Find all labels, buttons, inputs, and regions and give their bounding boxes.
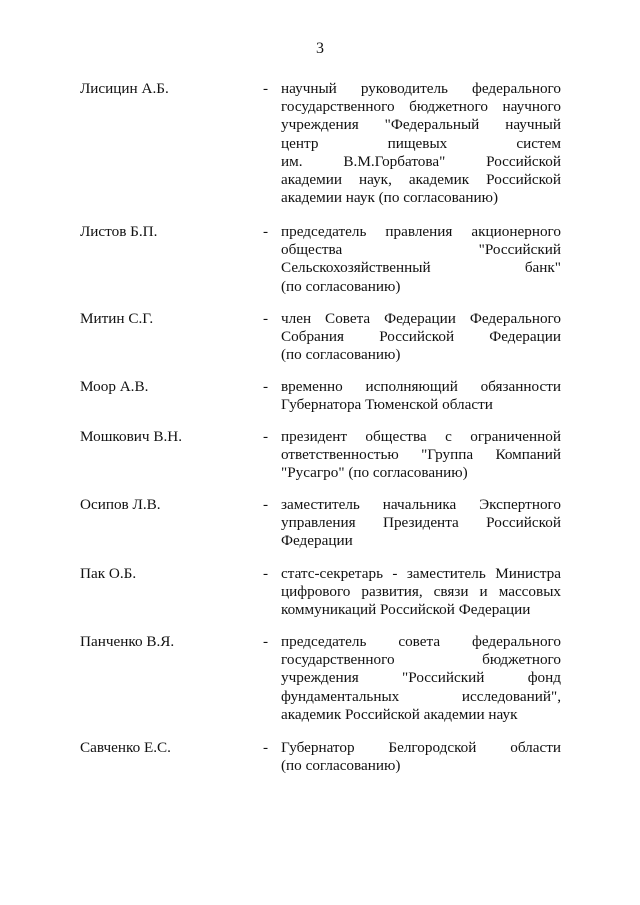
position-line: заместитель начальника Экспертного — [281, 496, 561, 513]
position-line: им. В.М.Горбатова" Российской — [281, 152, 561, 170]
member-position — [281, 223, 561, 296]
member-position — [281, 80, 561, 207]
position-line: фундаментальных исследований", — [281, 687, 561, 705]
position-line: учреждения "Федеральный научный — [281, 116, 561, 134]
member-position — [281, 310, 561, 365]
position-line: цифрового развития, связи и массовых — [281, 583, 561, 601]
position-line: (по согласованию) — [281, 277, 401, 295]
position-line: общества "Российский — [281, 241, 561, 259]
position-line: государственного бюджетного научного — [281, 98, 561, 116]
position-line: академии наук, академик Российской — [281, 171, 561, 189]
entry-dash: - — [263, 223, 269, 240]
member-name: Лисицин А.Б. — [80, 80, 169, 97]
member-name: Листов Б.П. — [80, 223, 158, 240]
position-line: временно исполняющий обязанности — [281, 378, 561, 395]
member-name: Осипов Л.В. — [80, 496, 161, 513]
member-position — [281, 565, 561, 620]
position-line: председатель совета федерального — [281, 633, 561, 650]
member-name: Пак О.Б. — [80, 565, 137, 582]
position-line: центр пищевых систем — [281, 134, 561, 152]
member-position — [281, 378, 561, 414]
position-line: президент общества с ограниченной — [281, 428, 561, 445]
position-line: (по согласованию) — [281, 346, 401, 364]
position-line: академии наук (по согласованию) — [281, 189, 499, 207]
position-line: Губернатор Белгородской области — [281, 739, 561, 756]
entry-dash: - — [263, 378, 269, 395]
position-line: "Русагро" (по согласованию) — [281, 464, 468, 482]
position-line: статс-секретарь - заместитель Министра — [281, 565, 561, 582]
position-line: коммуникаций Российской Федерации — [281, 601, 531, 619]
member-name: Моор А.В. — [80, 378, 149, 395]
position-line: учреждения "Российский фонд — [281, 669, 561, 687]
member-name: Панченко В.Я. — [80, 633, 175, 650]
position-line: (по согласованию) — [281, 757, 401, 775]
member-name: Мошкович В.Н. — [80, 428, 183, 445]
entry-dash: - — [263, 739, 269, 756]
entry-dash: - — [263, 428, 269, 445]
entry-dash: - — [263, 310, 269, 327]
entry-dash: - — [263, 633, 269, 650]
member-position — [281, 633, 561, 724]
member-position — [281, 496, 561, 551]
position-line: председатель правления акционерного — [281, 223, 561, 240]
member-name: Митин С.Г. — [80, 310, 154, 327]
member-position — [281, 428, 561, 483]
position-line: Федерации — [281, 532, 353, 550]
entry-dash: - — [263, 565, 269, 582]
position-line: Губернатора Тюменской области — [281, 396, 493, 414]
position-line: академик Российской академии наук — [281, 705, 518, 723]
page-number: 3 — [316, 40, 324, 57]
position-line: государственного бюджетного — [281, 651, 561, 669]
member-position — [281, 739, 561, 775]
position-line: Собрания Российской Федерации — [281, 328, 561, 346]
entry-dash: - — [263, 496, 269, 513]
position-line: управления Президента Российской — [281, 514, 561, 532]
position-line: ответственностью "Группа Компаний — [281, 446, 561, 464]
position-line: член Совета Федерации Федерального — [281, 310, 561, 327]
member-name: Савченко Е.С. — [80, 739, 171, 756]
position-line: Сельскохозяйственный банк" — [281, 259, 561, 277]
position-line: научный руководитель федерального — [281, 80, 561, 97]
entry-dash: - — [263, 80, 269, 97]
